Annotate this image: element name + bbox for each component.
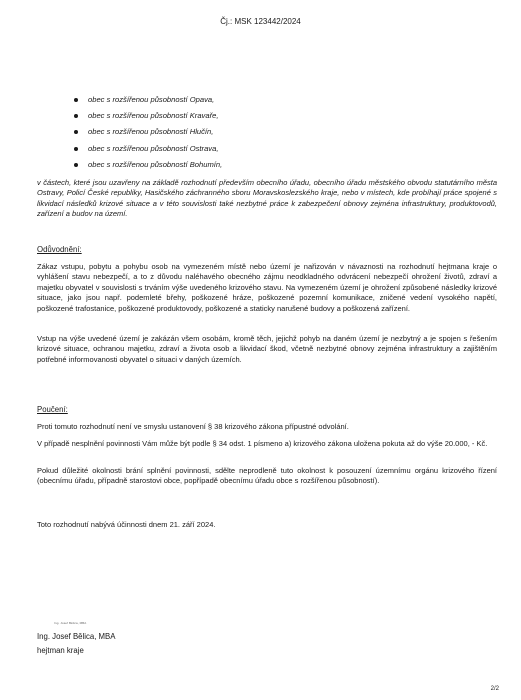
bullet-icon (74, 147, 78, 151)
list-item-text: obec s rozšířenou působností Hlučín, (88, 127, 214, 137)
instruction-paragraph-1: Proti tomuto rozhodnutí není ve smyslu ustanovení § 38 krizového zákona přípustné odvolání. (37, 422, 349, 431)
list-item (74, 160, 222, 176)
justification-paragraph-2: Vstup na výše uvedené území je zakázán všem osobám, kromě těch, jejichž pohyb na daném území je nezbytný a je spojen s řešením krizové situace, ochranou majetku, zdraví a života osob a likvidací škod, včetně nezbytné obnovy zejména infrastruktury a zajištěním potřebné informovanosti obyvatel o situaci v daných územích. (37, 334, 497, 364)
municipality-list (74, 95, 222, 176)
bullet-icon (74, 114, 78, 118)
list-item (74, 127, 222, 143)
signatory-name: Ing. Josef Bělica, MBA (37, 632, 116, 641)
instruction-heading: Poučení: (37, 405, 68, 414)
list-item-text: obec s rozšířenou působností Ostrava, (88, 143, 219, 153)
list-item-text: obec s rozšířenou působností Kravaře, (88, 111, 219, 121)
effective-date-statement: Toto rozhodnutí nabývá účinnosti dnem 21. září 2024. (37, 520, 216, 529)
instruction-paragraph-3: Pokud důležité okolnosti brání splnění povinnosti, sdělte neprodleně tuto okolnost k posouzení územnímu orgánu krizového řízení (obecnímu úřadu, případně starostovi obce, popřípadě obecnímu úřadu obce s rozšířenou působností). (37, 466, 497, 486)
list-item-text: obec s rozšířenou působností Opava, (88, 95, 215, 104)
list-item (74, 144, 222, 160)
justification-paragraph-1: Zákaz vstupu, pobytu a pohybu osob na vymezeném místě nebo území je nařizován v návaznosti na rozhodnutí hejtmana kraje o vyhlášení stavu nebezpečí, a to z důvodu naléhavého obecného zájmu neodkladného odvrácení nebezpečí ohrožení životů, zdraví a majetku obyvatel v souvislosti s trváním výše uvedeného krizového stavu. Na vymezeném území je ohrožení způsobené následky krizové situace, jako jsou např. podemleté břehy, poškozené hráze, poškozené pozemní komunikace, zničené vedení vysokého napětí, poškozené trafostanice, poškozené produktovody, poškozené a staticky narušené budovy a poškozená zařízení. (37, 262, 497, 313)
bullet-icon (74, 163, 78, 167)
scope-paragraph: v částech, které jsou uzavřeny na základě rozhodnutí především obecního úřadu, obecního úřadu městského obvodu statutárního města Ostravy, Policí České republiky, Hasičského záchranného sboru Moravskoslezského kraje, nebo v místech, kde probíhají práce spojené s likvidací následků krizové situace a v této souvislosti také nezbytné práce k zabezpečení obnovy zejména infrastruktury, produktovodů, zařízení a budov na území. (37, 178, 497, 219)
justification-heading: Odůvodnění: (37, 245, 82, 254)
bullet-icon (74, 130, 78, 134)
signatory-title: hejtman kraje (37, 646, 84, 655)
instruction-paragraph-2: V případě nesplnění povinnosti Vám může být podle § 34 odst. 1 písmeno a) krizového zákona uložena pokuta až do výše 20.000, - Kč. (37, 439, 488, 448)
electronic-signature-mark: Ing. Josef Bělica, MBA (54, 621, 87, 625)
list-item (74, 111, 222, 127)
bullet-icon (74, 98, 78, 102)
list-item (74, 95, 222, 111)
list-item-text: obec s rozšířenou působností Bohumín, (88, 159, 223, 169)
page-number: 2/2 (490, 686, 499, 692)
reference-number: Čj.: MSK 123442/2024 (220, 17, 301, 26)
